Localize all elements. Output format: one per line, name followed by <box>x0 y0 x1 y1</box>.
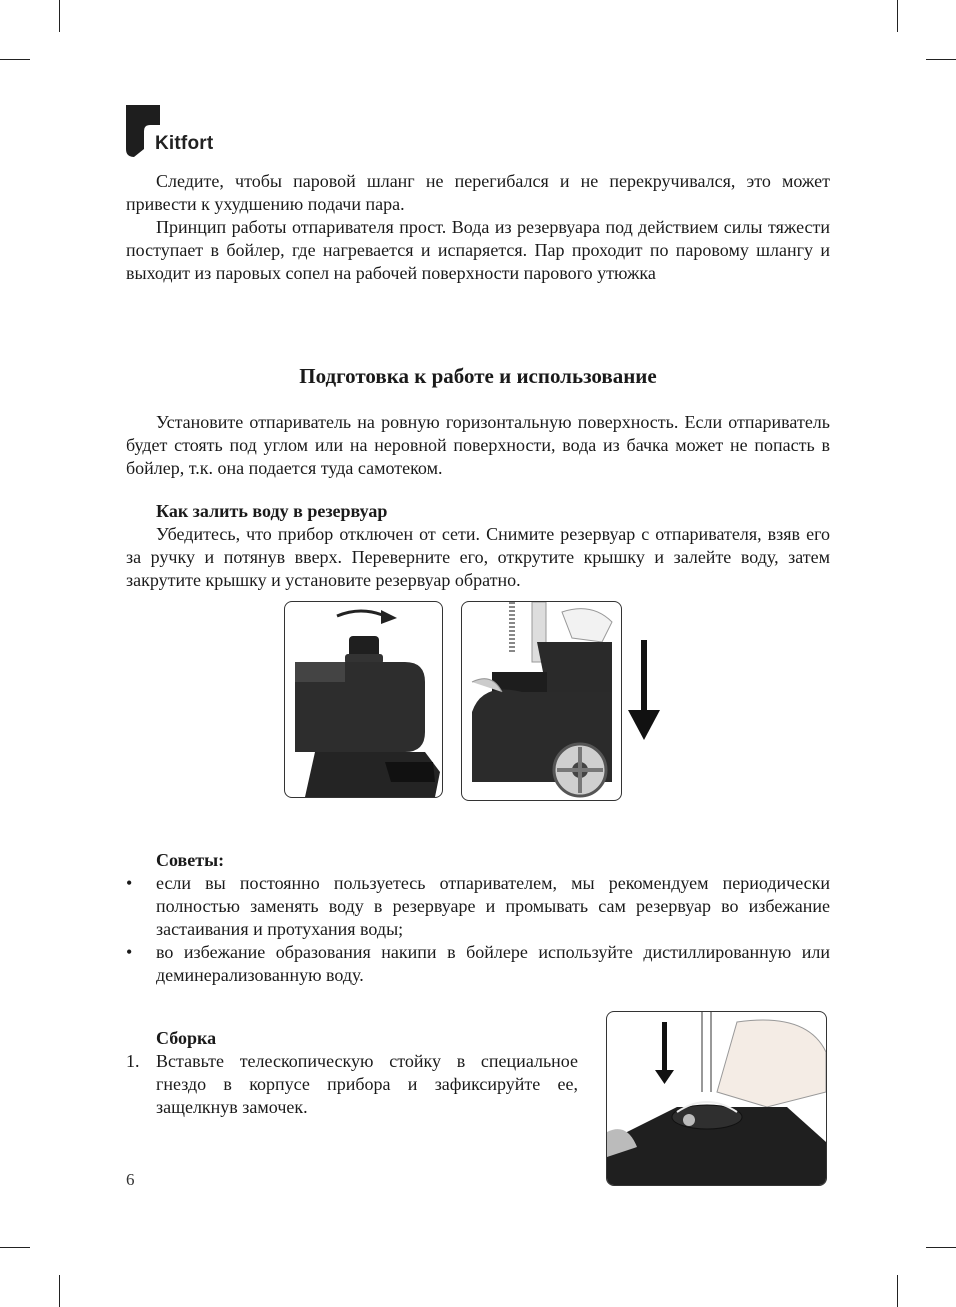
page-number: 6 <box>126 1170 135 1189</box>
crop-mark-bottom-right-v <box>897 1275 898 1307</box>
bullet-icon: • <box>126 942 133 962</box>
steamer-figure <box>461 601 622 801</box>
pole-insertion-illustration <box>607 1012 826 1185</box>
fill-title: Как залить воду в резервуар <box>156 501 388 521</box>
list-item: • во избежание образования накипи в бойлере используйте дистиллированную или деминерализованную воду. <box>126 942 830 985</box>
brand-name: Kitfort <box>155 133 214 154</box>
crop-mark-top-right-h <box>926 59 956 60</box>
intro-text <box>126 170 830 285</box>
crop-mark-bottom-left-v <box>59 1275 60 1307</box>
step-number: 1. <box>126 1051 140 1071</box>
bullet-icon: • <box>126 873 133 893</box>
assembly-title: Сборка <box>156 1028 217 1048</box>
step-text: Вставьте телескопическую стойку в специальное гнездо в корпусе прибора и зафиксируйте ее, защелкнув замочек. <box>156 1051 578 1117</box>
crop-mark-top-left-v <box>59 0 60 32</box>
fill-section <box>126 500 830 592</box>
crop-mark-top-right-v <box>897 0 898 32</box>
crop-mark-bottom-right-h <box>926 1247 956 1248</box>
crop-mark-top-left-h <box>0 59 30 60</box>
water-tank-illustration <box>285 602 442 797</box>
tank-figure <box>284 601 443 798</box>
assembly-figure <box>606 1011 827 1186</box>
tips-title: Советы: <box>156 850 225 870</box>
list-item: • если вы постоянно пользуетесь отпаривателем, мы рекомендуем периодически полностью заменять воду в резервуаре и промывать сам резервуар во избежание застаивания и протухания воды; <box>126 873 830 939</box>
arrow-down-icon <box>628 640 660 740</box>
section-intro <box>126 411 830 480</box>
assembly-section <box>126 1027 578 1119</box>
tips-list <box>126 872 830 987</box>
intro-paragraph-1: Следите, чтобы паровой шланг не перегибался и не перекручивался, это может привести к ухудшению подачи пара. <box>126 171 830 214</box>
intro-paragraph-2: Принцип работы отпаривателя прост. Вода из резервуара под действием силы тяжести поступает в бойлер, где нагревается и испаряется. Пар проходит по паровому шлангу и выходит из паровых сопел на рабочей поверхности парового утюжка <box>126 217 830 283</box>
steamer-tank-removal-illustration <box>462 602 621 800</box>
fill-text: Убедитесь, что прибор отключен от сети. Снимите резервуар с отпаривателя, взяв его за ручку и потянув вверх. Переверните его, открутите крышку и залейте воду, затем закрутите крышку и установите резервуар обратно. <box>126 524 830 590</box>
section-paragraph: Установите отпариватель на ровную горизонтальную поверхность. Если отпариватель будет стоять под углом или на неровной поверхности, вода из бачка может не попасть в бойлер, т.к. она подается туда самотеком. <box>126 412 830 478</box>
crop-mark-bottom-left-h <box>0 1247 30 1248</box>
section-title: Подготовка к работе и использование <box>299 364 657 388</box>
tips-section <box>126 849 830 987</box>
assembly-step <box>126 1050 578 1119</box>
